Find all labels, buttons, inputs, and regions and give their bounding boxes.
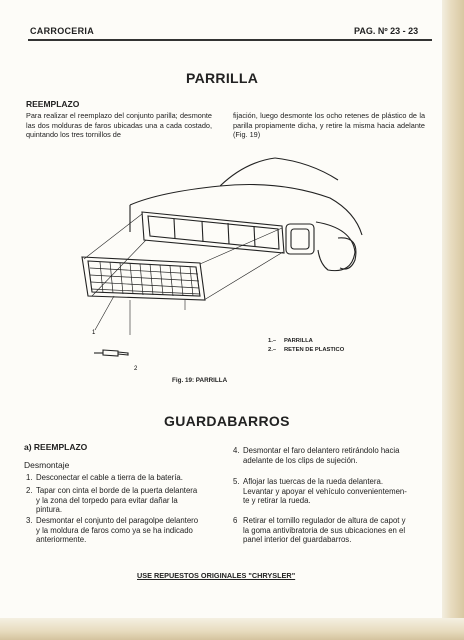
figure-caption: Fig. 19: PARRILLA — [172, 377, 228, 384]
manual-page: CARROCERIA PAG. Nº 23 - 23 PARRILLA REEMPLAZO Para realizar el reemplazo del conjunto parilla; desmonte las dos molduras de faros ubicadas una a cada costado, quintando los tres tornillos de fijación, luego desmonte los ocho retenes de plástico de la parilla propiamente dicha, y retire la misma hacia adelante (Fig. 19) 1 2 1.– PARRILLA 2.– RETEN DE PLASTICO Fig. 19: PARRILLA GUARDABARROS a) REEMPLAZO Desmontaje 1. Desconectar el cable a tierra de la batería. 2. Tapar con cinta el borde de la puerta delantera y la zona del torpedo para evitar dañar la pintura. 3. Desmontar el conjunto del paragolpe delantero y la moldura de faros como ya se ha indicado anteriormente. 4. Desmontar el faro delantero retirándolo hacia adelante de los clips de sujeción. 5. Aflojar las tuercas de la rueda delantera. Levantar y apoyar el vehículo convenientemen- te y retirar la rueda. 6 Retirar el tornillo regulador de altura de capot y la goma antivibratoria de sus ubicaciones en el panel interior del guardabarros. USE REPUESTOS ORIGINALES "CHRYSLER" — [0, 0, 464, 640]
parrilla-text-col2: fijación, luego desmonte los ocho retenes de plástico de la parilla propiamente dicha, y retire la misma hacia adelante (Fig. 19) — [233, 111, 425, 140]
footer-note: USE REPUESTOS ORIGINALES "CHRYSLER" — [137, 571, 296, 580]
header-rule — [28, 39, 432, 41]
page-number: PAG. Nº 23 - 23 — [354, 26, 419, 36]
callout-2: 2 — [134, 366, 138, 372]
desmontaje-label: Desmontaje — [24, 460, 70, 470]
section-header: CARROCERIA — [30, 26, 95, 36]
parrilla-title: PARRILLA — [186, 70, 259, 86]
guardabarros-subtitle: a) REEMPLAZO — [24, 442, 88, 452]
page-edge-right — [442, 0, 464, 640]
parrilla-subtitle: REEMPLAZO — [26, 99, 80, 109]
callout-1: 1 — [92, 330, 96, 336]
parrilla-text-col1: Para realizar el reemplazo del conjunto parilla; desmonte las dos molduras de faros ubicadas una a cada costado, quintando los tres tornillos de — [26, 111, 212, 140]
page-edge-bottom — [0, 618, 464, 640]
grille-illustration — [70, 150, 370, 375]
guardabarros-title: GUARDABARROS — [164, 413, 290, 429]
